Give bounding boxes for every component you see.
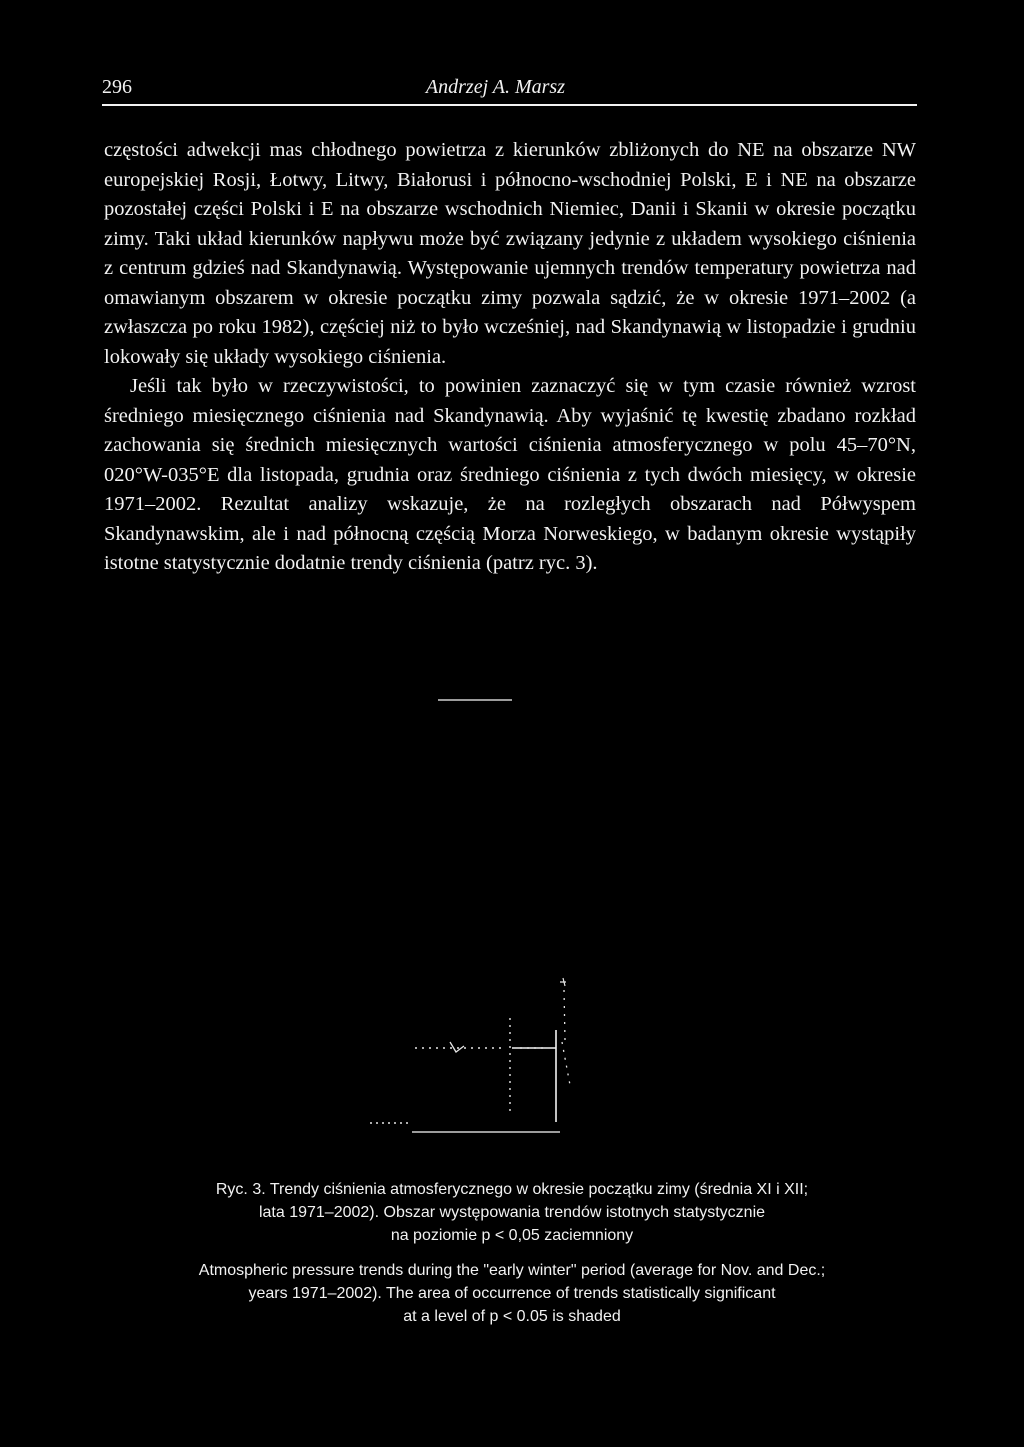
caption-pl-line-3: na poziomie p < 0,05 zaciemniony	[390, 1227, 634, 1244]
page-number: 296	[102, 76, 132, 98]
map-dotted-coast-1	[564, 990, 565, 1040]
map-mark-north	[560, 978, 566, 986]
paragraph-1: częstości adwekcji mas chłodnego powietrza z kierunków zbliżonych do NE na obszarze NW europejskiej Rosji, Łotwy, Litwy, Białorusi i północno-wschodniej Polski, E i NE na obszarze pozostałej części Polski i E na obszarze wschodnich Niemiec, Danii i Skanii w okresie początku zimy. Taki układ kierunków napływu może być związany jedynie z układem wysokiego ciśnienia z centrum gdzieś nad Skandynawią. Występowanie ujemnych trendów temperatury powietrza nad omawianym obszarem w okresie początku zimy pozwala sądzić, że w okresie 1971–2002 (a zwłaszcza po roku 1982), częściej niż to było wcześniej, nad Skandynawią w listopadzie i grudniu lokowały się układy wysokiego ciśnienia.	[104, 139, 916, 368]
running-head-author: Andrzej A. Marsz	[425, 76, 565, 98]
map-coast-fragment	[450, 1042, 464, 1052]
map-dotted-coast-2	[562, 1042, 570, 1085]
figure-map	[360, 690, 600, 1150]
body-text	[104, 136, 916, 579]
caption-en-line-1: Atmospheric pressure trends during the "early winter" period (average for Nov. and Dec.;	[198, 1262, 826, 1279]
caption-polish	[116, 1178, 908, 1247]
paragraph-2: Jeśli tak było w rzeczywistości, to powinien zaznaczyć się w tym czasie również wzrost średniego miesięcznego ciśnienia nad Skandynawią. Aby wyjaśnić tę kwestię zbadano rozkład zachowania się średnich miesięcznych wartości ciśnienia atmosferycznego w polu 45–70°N, 020°W-035°E dla listopada, grudnia oraz średniego ciśnienia z tych dwóch miesięcy, w okresie 1971–2002. Rezultat analizy wskazuje, że na rozległych obszarach nad Półwyspem Skandynawskim, ale i nad północną częścią Morza Norweskiego, w badanym okresie wystąpiły istotne statystycznie dodatnie trendy ciśnienia (patrz ryc. 3).	[104, 375, 916, 574]
page-header	[102, 74, 917, 104]
caption-english	[116, 1259, 908, 1328]
header-rule	[102, 104, 917, 106]
caption-en-line-2: years 1971–2002). The area of occurrence of trends statistically significant	[248, 1285, 776, 1302]
caption-pl-line-1: Ryc. 3. Trendy ciśnienia atmosferycznego w okresie początku zimy (średnia XI i XII;	[215, 1181, 809, 1198]
map-graphic	[360, 690, 600, 1150]
caption-en-line-3: at a level of p < 0.05 is shaded	[403, 1308, 621, 1325]
figure-caption	[116, 1178, 908, 1328]
caption-pl-line-2: lata 1971–2002). Obszar występowania trendów istotnych statystycznie	[258, 1204, 766, 1221]
